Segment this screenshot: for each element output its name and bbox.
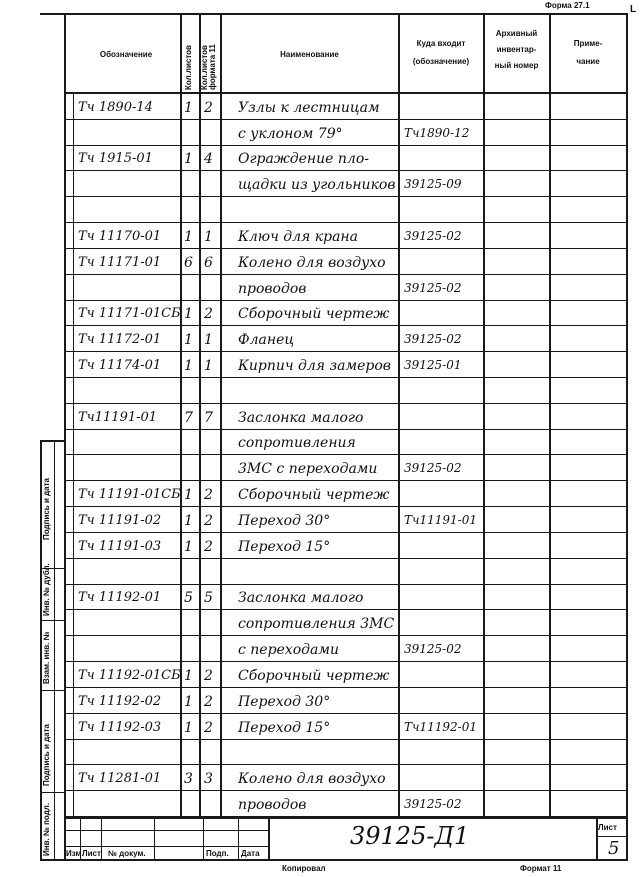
cell-name: Сборочный чертеж [238, 487, 390, 504]
header-note-1: Приме- [573, 39, 603, 48]
table-row [0, 636, 644, 662]
stamp-izm: Изм [66, 849, 82, 858]
cell-name: с уклоном 79° [238, 125, 343, 142]
cell-sheets-count: 1 [184, 358, 193, 375]
cell-name: Переход 30° [238, 512, 331, 529]
table-row [0, 559, 644, 585]
cell-designation: Тч 11191-01СБ [78, 487, 181, 503]
cell-designation: Тч 11172-01 [78, 332, 162, 348]
cell-where-used: 39125-02 [404, 461, 462, 476]
table-row [0, 765, 644, 791]
cell-name: с переходами [238, 642, 340, 659]
cell-designation: Тч 1915-01 [78, 151, 153, 167]
table-row [0, 791, 644, 817]
cell-sheets-count: 1 [184, 332, 193, 349]
table-row [0, 275, 644, 301]
cell-name: Заслонка малого [238, 590, 364, 607]
cell-sheets-format: 1 [204, 358, 213, 375]
cell-sheets-count: 1 [184, 538, 193, 555]
sheet-label: Лист [598, 823, 617, 832]
cell-sheets-format: 2 [204, 487, 213, 504]
header-where-used-2: (обозначение) [412, 57, 470, 66]
header-name: Наименование [280, 50, 339, 59]
stamp-date: Дата [241, 849, 260, 858]
header-sheets-format: Кол.листов формата 11 [200, 44, 217, 90]
table-row [0, 456, 644, 482]
cell-sheets-format: 2 [204, 306, 213, 323]
footer-format: Формат 11 [520, 864, 562, 873]
table-row [0, 688, 644, 714]
cell-sheets-count: 6 [184, 254, 193, 271]
side-label-inv-dup: Инв. № дубл. [42, 563, 51, 616]
table-row [0, 326, 644, 352]
cell-sheets-count: 1 [184, 667, 193, 684]
side-stamp-sep-4 [40, 792, 66, 793]
stamp-col-6 [268, 817, 270, 861]
table-row [0, 740, 644, 766]
side-stamp-inner-border [54, 440, 55, 861]
cell-name: сопротивления [238, 435, 356, 452]
cell-sheets-format: 5 [204, 590, 213, 607]
cell-name: Фланец [238, 332, 295, 349]
cell-designation: Тч 11170-01 [78, 228, 162, 244]
cell-where-used: 39125-02 [404, 228, 462, 243]
cell-name: Заслонка малого [238, 409, 364, 426]
header-sheets-count: Кол.листов [184, 45, 193, 90]
table-row [0, 533, 644, 559]
document-number: 39125-Д1 [350, 822, 470, 850]
cell-sheets-count: 1 [184, 512, 193, 529]
cell-sheets-format: 1 [204, 228, 213, 245]
cell-sheets-count: 1 [184, 99, 193, 116]
cell-sheets-count: 1 [184, 306, 193, 323]
cell-designation: Тч 1890-14 [78, 99, 153, 115]
cell-sheets-format: 2 [204, 719, 213, 736]
side-stamp-sep-3 [40, 690, 66, 691]
table-row [0, 481, 644, 507]
cell-sheets-count: 1 [184, 228, 193, 245]
cell-designation: Тч 11192-01 [78, 590, 162, 606]
cell-name: Переход 15° [238, 719, 331, 736]
cell-designation: Тч 11174-01 [78, 358, 162, 374]
cell-where-used: 39125-02 [404, 796, 462, 811]
cell-sheets-count: 1 [184, 151, 193, 168]
cell-name: проводов [238, 796, 307, 813]
cell-designation: Тч 11281-01 [78, 771, 162, 787]
side-stamp-sep-2 [40, 620, 66, 621]
header-where-used-1: Куда входит [416, 39, 466, 48]
cell-sheets-format: 2 [204, 99, 213, 116]
cell-designation: Тч 11191-03 [78, 538, 162, 554]
table-row [0, 146, 644, 172]
cell-sheets-format: 2 [204, 693, 213, 710]
cell-designation: Тч 11191-02 [78, 512, 162, 528]
table-row [0, 430, 644, 456]
cell-sheets-format: 1 [204, 332, 213, 349]
form-label: Форма 27.1 [545, 1, 590, 10]
side-label-inv-orig: Инв. № подл. [42, 802, 51, 856]
header-designation: Обозначение [99, 50, 153, 59]
cell-name: Сборочный чертеж [238, 667, 390, 684]
footer-copied: Копировал [282, 864, 326, 873]
table-row [0, 197, 644, 223]
table-row [0, 94, 644, 120]
stamp-doc-no: № докум. [108, 849, 146, 858]
table-row [0, 714, 644, 740]
cell-name: Сборочный чертеж [238, 306, 390, 323]
cell-sheets-count: 1 [184, 693, 193, 710]
cell-sheets-count: 1 [184, 487, 193, 504]
table-row [0, 378, 644, 404]
cell-sheets-format: 6 [204, 254, 213, 271]
cell-designation: Тч 11171-01 [78, 254, 162, 270]
cell-where-used: 39125-09 [404, 177, 462, 192]
table-row [0, 352, 644, 378]
cell-name: Кирпич для замеров [238, 358, 391, 375]
cell-name: щадки из угольников [238, 177, 396, 194]
cell-name: Колено для воздухо [238, 254, 386, 271]
frame-top-border [40, 13, 628, 15]
cell-where-used: 39125-02 [404, 280, 462, 295]
stamp-sheet-sep [596, 836, 628, 837]
sheet-number: 5 [608, 838, 620, 859]
cell-name: Переход 15° [238, 538, 331, 555]
cell-sheets-format: 2 [204, 538, 213, 555]
cell-sheets-count: 3 [184, 771, 193, 788]
side-stamp-top [40, 440, 66, 442]
table-row [0, 662, 644, 688]
cell-name: Переход 30° [238, 693, 331, 710]
cell-where-used: 39125-02 [404, 642, 462, 657]
stamp-col-3 [154, 817, 155, 861]
cell-designation: Тч 11192-02 [78, 693, 162, 709]
side-label-sign-date-2: Подпись и дата [42, 724, 51, 786]
side-label-replace-inv: Взам. инв. № [42, 631, 51, 684]
table-row [0, 610, 644, 636]
table-row [0, 507, 644, 533]
stamp-sign: Подп. [206, 849, 229, 858]
cell-sheets-count: 5 [184, 590, 193, 607]
cell-sheets-format: 4 [204, 151, 213, 168]
cell-sheets-count: 1 [184, 719, 193, 736]
cell-name: Узлы к лестницам [238, 99, 380, 116]
table-row [0, 585, 644, 611]
stamp-col-2 [101, 817, 102, 861]
cell-where-used: Тч1890-12 [404, 125, 470, 140]
table-row [0, 301, 644, 327]
stamp-top-border [64, 817, 628, 819]
cell-sheets-count: 7 [184, 409, 193, 426]
cell-designation: Тч 11192-01СБ [78, 667, 181, 683]
cell-where-used: 39125-01 [404, 358, 462, 373]
cell-where-used: Тч11191-01 [404, 512, 477, 527]
cell-sheets-format: 2 [204, 512, 213, 529]
stamp-col-4 [203, 817, 204, 861]
stamp-list: Лист [82, 849, 101, 858]
header-archive-1: Архивный [495, 29, 538, 38]
cell-sheets-format: 3 [204, 771, 213, 788]
header-note-2: чание [576, 57, 600, 66]
table-row [0, 249, 644, 275]
table-row [0, 120, 644, 146]
cell-where-used: Тч11192-01 [404, 719, 477, 734]
cell-designation: Тч 11171-01СБ [78, 306, 181, 322]
cell-name: сопротивления 3МС [238, 616, 395, 633]
cell-name: 3МС с переходами [238, 461, 378, 478]
header-archive-2: инвентар- [496, 45, 537, 54]
cell-sheets-format: 2 [204, 667, 213, 684]
table-row [0, 171, 644, 197]
cell-name: Колено для воздухо [238, 771, 386, 788]
cell-name: проводов [238, 280, 307, 297]
form-mark: L [630, 4, 637, 15]
stamp-col-5 [238, 817, 239, 861]
table-row [0, 404, 644, 430]
cell-name: Ограждение пло- [238, 151, 369, 168]
cell-where-used: 39125-02 [404, 332, 462, 347]
cell-name: Ключ для крана [238, 228, 358, 245]
cell-designation: Тч11191-01 [78, 409, 158, 425]
header-archive-3: ный номер [494, 61, 539, 70]
table-row [0, 223, 644, 249]
frame-bottom-border [40, 859, 628, 861]
side-label-sign-date-1: Подпись и дата [42, 478, 51, 540]
cell-sheets-format: 7 [204, 409, 213, 426]
cell-designation: Тч 11192-03 [78, 719, 162, 735]
